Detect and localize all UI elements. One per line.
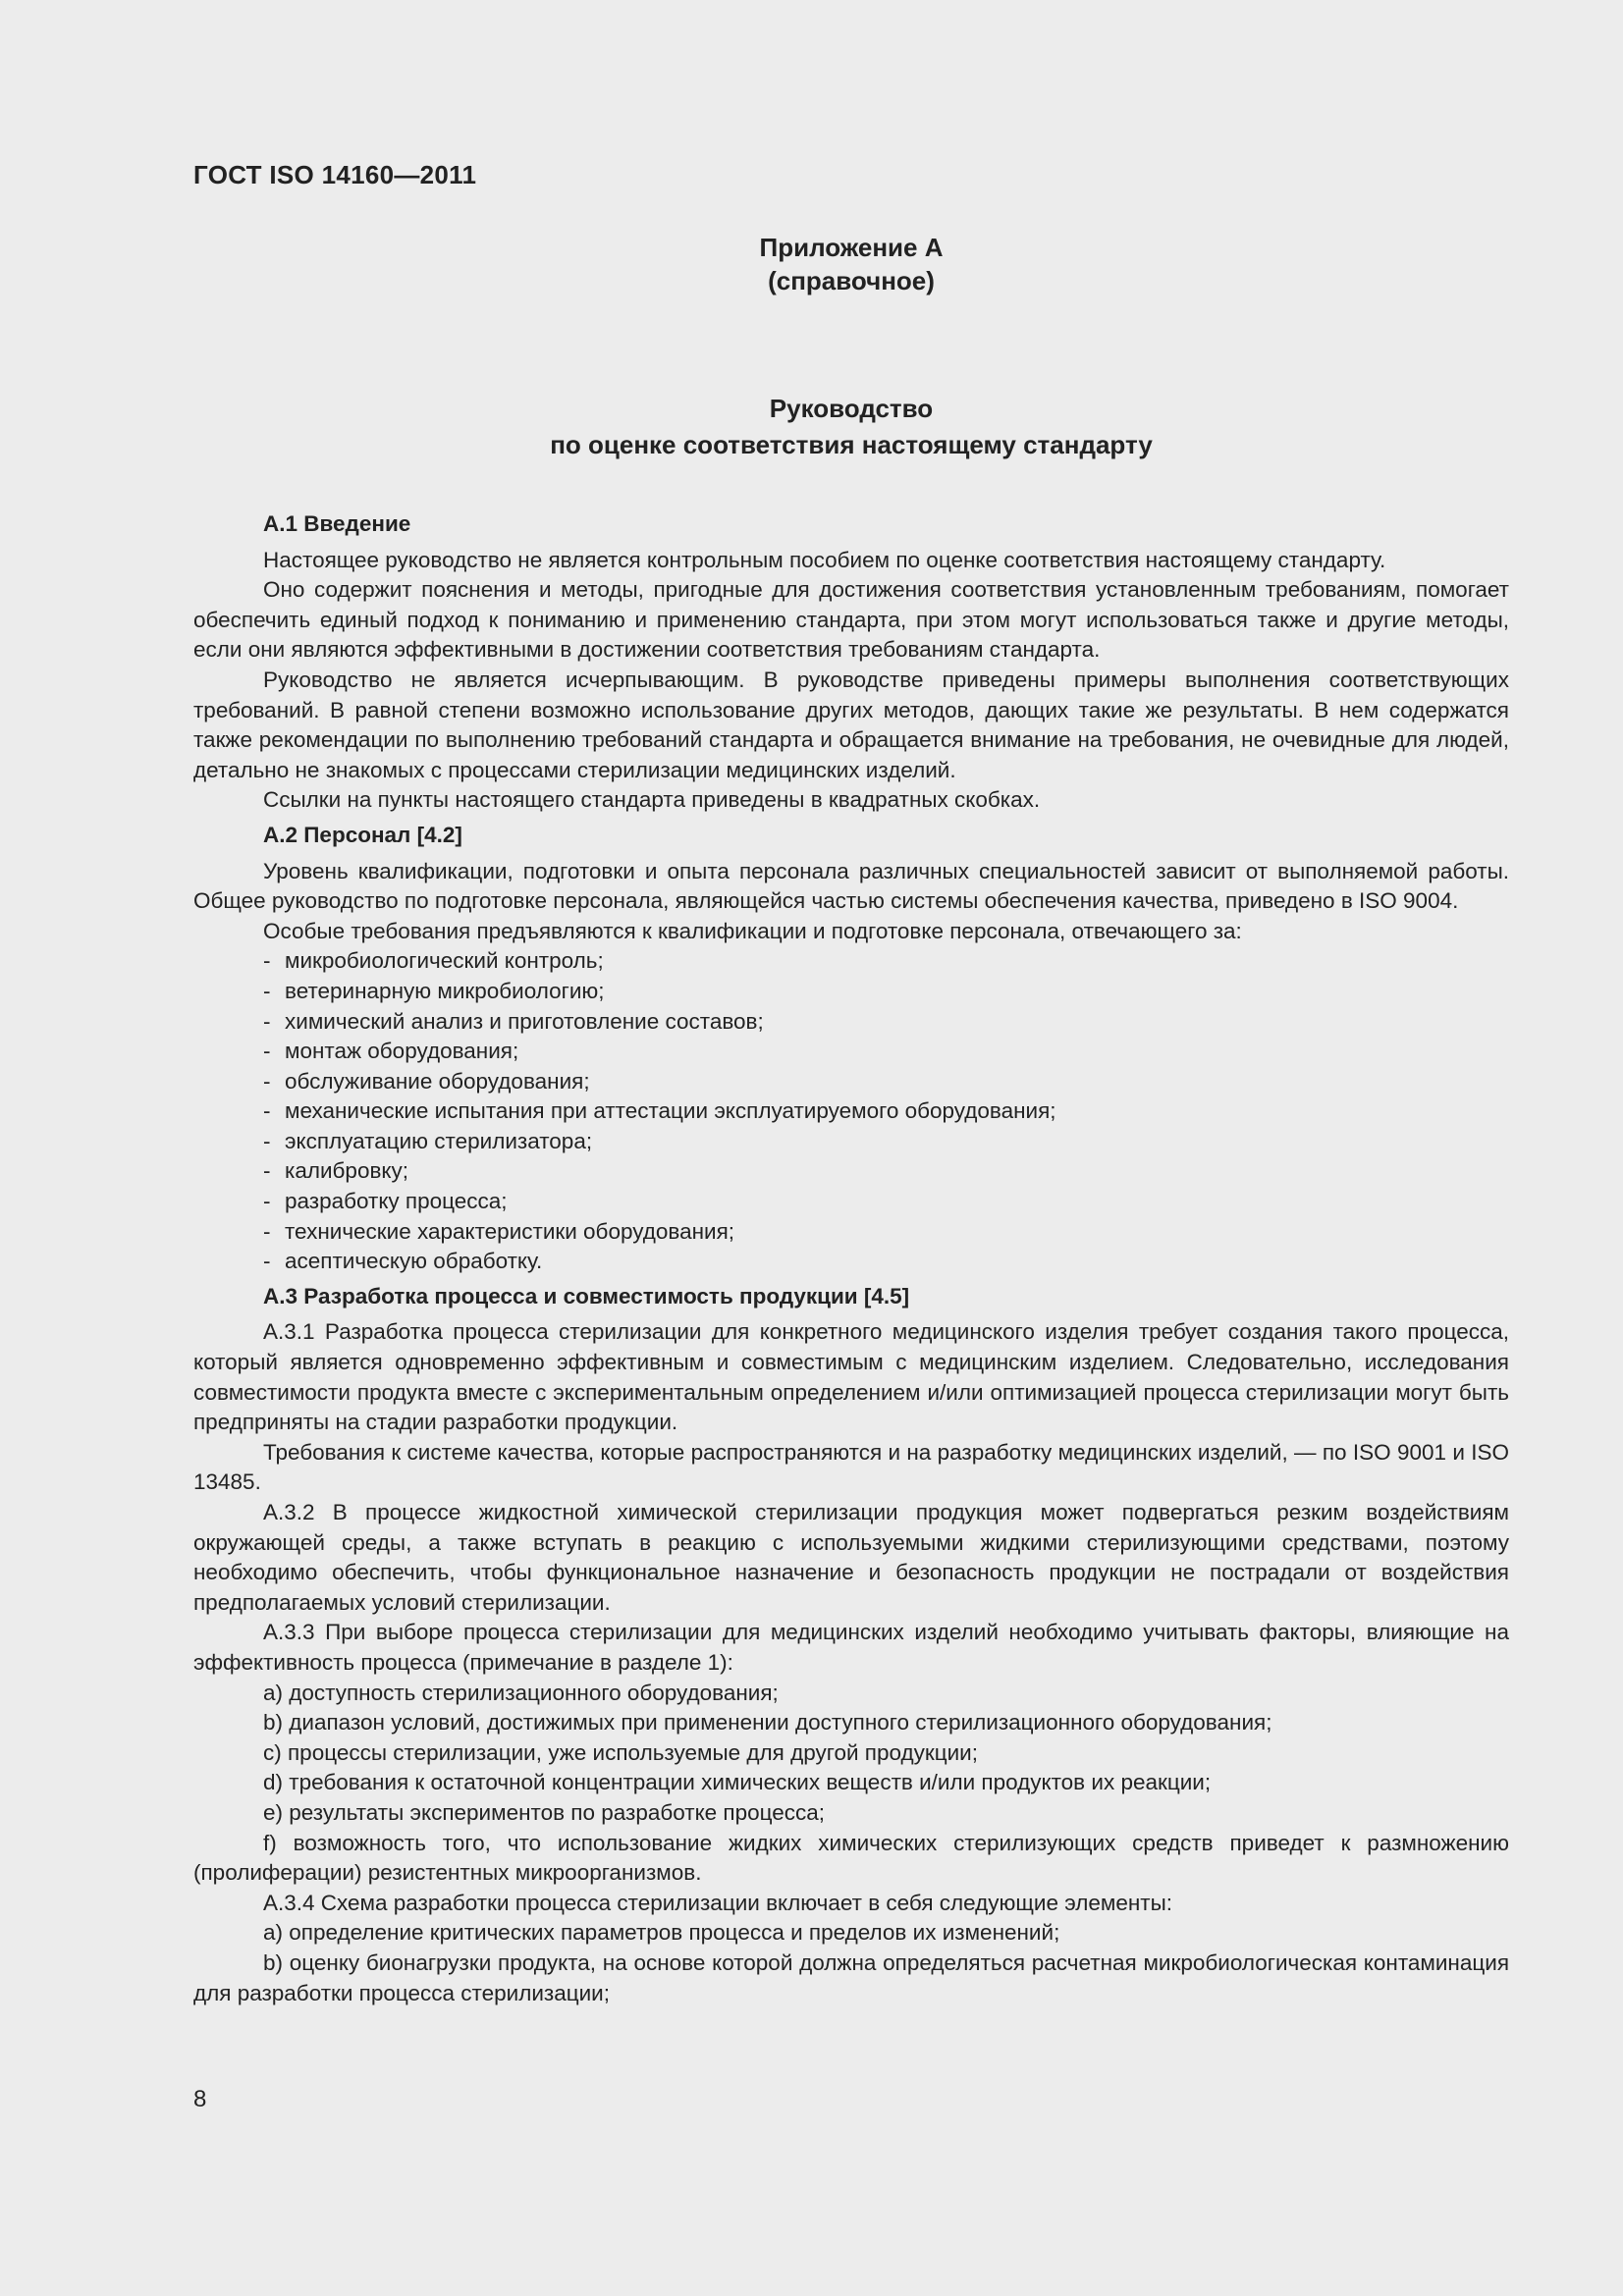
page-number: 8 [193, 2086, 207, 2112]
personnel-list [193, 946, 1509, 1277]
list-item: c) процессы стерилизации, уже используемые для другой продукции; [263, 1739, 978, 1765]
document-body [193, 509, 1509, 2008]
paragraph: А.3.4 Схема разработки процесса стерилизации включает в себя следующие элементы: [263, 1890, 1173, 1915]
list-item: - ветеринарную микробиологию; [263, 978, 605, 1003]
list-item: a) определение критических параметров процесса и пределов их изменений; [263, 1920, 1060, 1946]
list-item: - асептическую обработку. [263, 1249, 543, 1274]
paragraph: Настоящее руководство не является контрольным пособием по оценке соответствия настоящему стандарту. [263, 547, 1386, 572]
list-item: f) возможность того, что использование жидких химических стерилизующих средств приведет к размножению (пролиферации) резистентных микроорганизмов. [193, 1830, 1509, 1886]
paragraph: Особые требования предъявляются к квалификации и подготовке персонала, отвечающего за: [263, 918, 1242, 943]
design-elements-list [193, 1918, 1509, 2008]
list-item: d) требования к остаточной концентрации химических веществ и/или продуктов их реакции; [263, 1770, 1212, 1795]
list-item: a) доступность стерилизационного оборудования; [263, 1680, 779, 1705]
section-heading-a3: А.3 Разработка процесса и совместимость продукции [4.5] [263, 1283, 910, 1308]
section-heading-a2: А.2 Персонал [4.2] [263, 822, 462, 847]
paragraph: Ссылки на пункты настоящего стандарта приведены в квадратных скобках. [263, 787, 1041, 813]
paragraph: Руководство не является исчерпывающим. В руководстве приведены примеры выполнения соответствующих требований. В равной степени возможно использование других методов, дающих такие же результаты. В нем содержатся также рекомендации по выполнению требований стандарта и обращается внимание на требования, не очевидные для людей, детально не знакомых с процессами стерилизации медицинских изделий. [193, 667, 1509, 782]
annex-label: Приложение А [759, 233, 944, 262]
list-item: - обслуживание оборудования; [263, 1068, 590, 1094]
list-item: - химический анализ и приготовление составов; [263, 1008, 764, 1034]
paragraph: А.3.1 Разработка процесса стерилизации для конкретного медицинского изделия требует создания такого процесса, который является одновременно эффективным и совместимым с медицинским изделием. Следовательно, исследования совместимости продукта вместе с экспериментальным определением и/или оптимизацией процесса стерилизации могут быть предприняты на стадии разработки продукции. [193, 1319, 1509, 1435]
paragraph: А.3.3 При выборе процесса стерилизации для медицинских изделий необходимо учитывать факторы, влияющие на эффективность процесса (примечание в разделе 1): [193, 1620, 1509, 1675]
annex-heading [193, 231, 1509, 297]
guide-title [193, 391, 1509, 463]
list-item: - микробиологический контроль; [263, 948, 604, 974]
list-item: - механические испытания при аттестации эксплуатируемого оборудования; [263, 1098, 1056, 1124]
list-item: e) результаты экспериментов по разработке процесса; [263, 1799, 826, 1825]
annex-type: (справочное) [768, 266, 935, 295]
list-item: - калибровку; [263, 1158, 409, 1184]
list-item: - разработку процесса; [263, 1189, 508, 1214]
guide-title-line1: Руководство [769, 394, 934, 423]
section-heading-a1: А.1 Введение [263, 511, 411, 536]
paragraph: Требования к системе качества, которые распространяются и на разработку медицинских изделий, — по ISO 9001 и ISO 13485. [193, 1439, 1509, 1495]
factors-list [193, 1679, 1509, 1889]
list-item: b) оценку бионагрузки продукта, на основе которой должна определяться расчетная микробиологическая контаминация для разработки процесса стерилизации; [193, 1949, 1509, 2005]
list-item: - технические характеристики оборудования; [263, 1218, 735, 1244]
guide-title-line2: по оценке соответствия настоящему стандарту [550, 430, 1153, 459]
paragraph: Оно содержит пояснения и методы, пригодные для достижения соответствия установленным требованиям, помогает обеспечить единый подход к пониманию и применению стандарта, при этом могут использоваться также и другие методы, если они являются эффективными в достижении соответствия требованиям стандарта. [193, 577, 1509, 663]
paragraph: Уровень квалификации, подготовки и опыта персонала различных специальностей зависит от выполняемой работы. Общее руководство по подготовке персонала, являющейся частью системы обеспечения качества, приведено в ISO 9004. [193, 858, 1509, 914]
document-id: ГОСТ ISO 14160—2011 [193, 160, 477, 189]
paragraph: А.3.2 В процессе жидкостной химической стерилизации продукция может подвергаться резким воздействиям окружающей среды, а также вступать в реакцию с используемыми жидкими стерилизующими средствами, поэтому необходимо обеспечить, чтобы функциональное назначение и безопасность продукции не пострадали от воздействия предполагаемых условий стерилизации. [193, 1500, 1509, 1615]
list-item: - эксплуатацию стерилизатора; [263, 1128, 593, 1153]
list-item: - монтаж оборудования; [263, 1039, 519, 1064]
list-item: b) диапазон условий, достижимых при применении доступного стерилизационного оборудования; [263, 1710, 1272, 1735]
